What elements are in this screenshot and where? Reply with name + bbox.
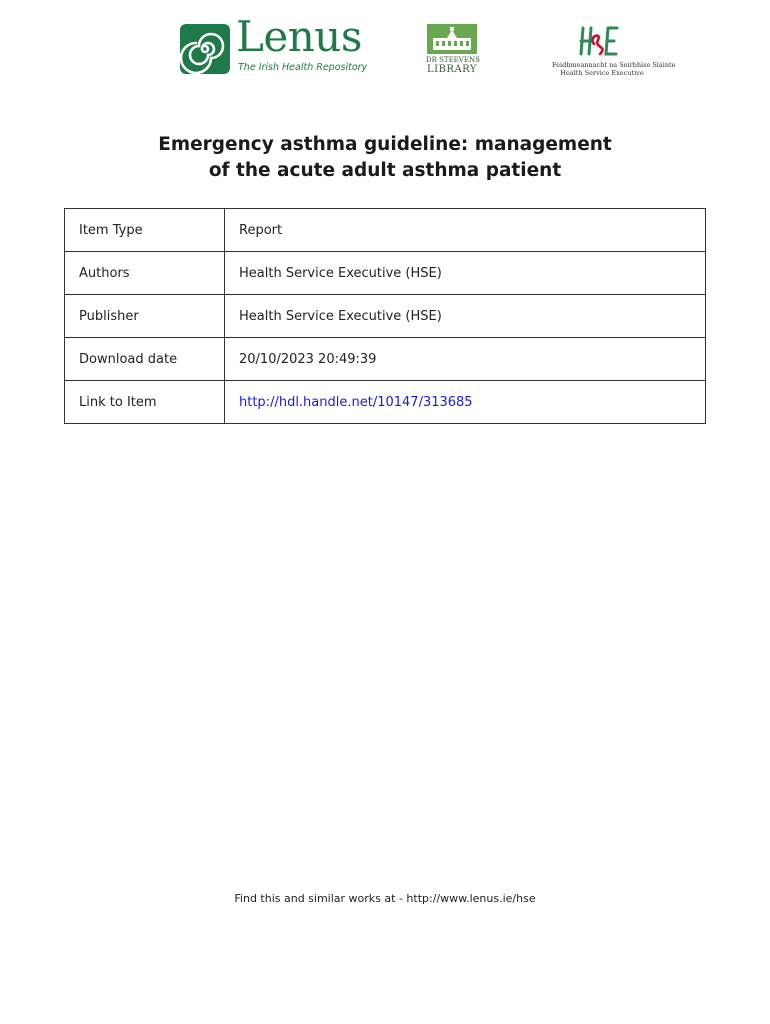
- footer-text: Find this and similar works at - http://www.lenus.ie/hse: [234, 892, 536, 905]
- row-value: Health Service Executive (HSE): [225, 295, 706, 338]
- lenus-tagline: The Irish Health Repository: [238, 62, 368, 73]
- item-link[interactable]: http://hdl.handle.net/10147/313685: [239, 394, 473, 410]
- metadata-table: [64, 208, 706, 424]
- hse-irish-name: Feidhmeannacht na Seirbhíse Sláinte: [552, 61, 676, 69]
- row-label: Publisher: [65, 295, 225, 338]
- hse-logo: [552, 24, 676, 78]
- steevens-label: DR STEEVENS: [426, 56, 480, 64]
- title-line-2: of the acute adult asthma patient: [208, 160, 562, 181]
- row-value: Health Service Executive (HSE): [225, 252, 706, 295]
- table-row: [65, 381, 706, 424]
- table-row: [65, 295, 706, 338]
- row-value: [225, 381, 706, 424]
- header-logos: [0, 0, 770, 90]
- row-label: Item Type: [65, 209, 225, 252]
- steevens-library-logo: [426, 24, 478, 76]
- row-label: Authors: [65, 252, 225, 295]
- row-label: Link to Item: [65, 381, 225, 424]
- library-building-icon: [427, 24, 477, 54]
- hse-mark-icon: [578, 24, 620, 58]
- library-label: LIBRARY: [426, 64, 477, 75]
- document-title: [0, 132, 770, 184]
- title-line-1: Emergency asthma guideline: management: [158, 134, 612, 155]
- row-value: Report: [225, 209, 706, 252]
- lenus-wordmark: Lenus: [236, 12, 362, 61]
- hse-english-name: Health Service Executive: [560, 69, 644, 77]
- lenus-logo: [180, 12, 368, 78]
- row-value: 20/10/2023 20:49:39: [225, 338, 706, 381]
- table-row: [65, 252, 706, 295]
- table-row: [65, 338, 706, 381]
- lenus-spiral-icon: [180, 24, 230, 74]
- table-row: [65, 209, 706, 252]
- row-label: Download date: [65, 338, 225, 381]
